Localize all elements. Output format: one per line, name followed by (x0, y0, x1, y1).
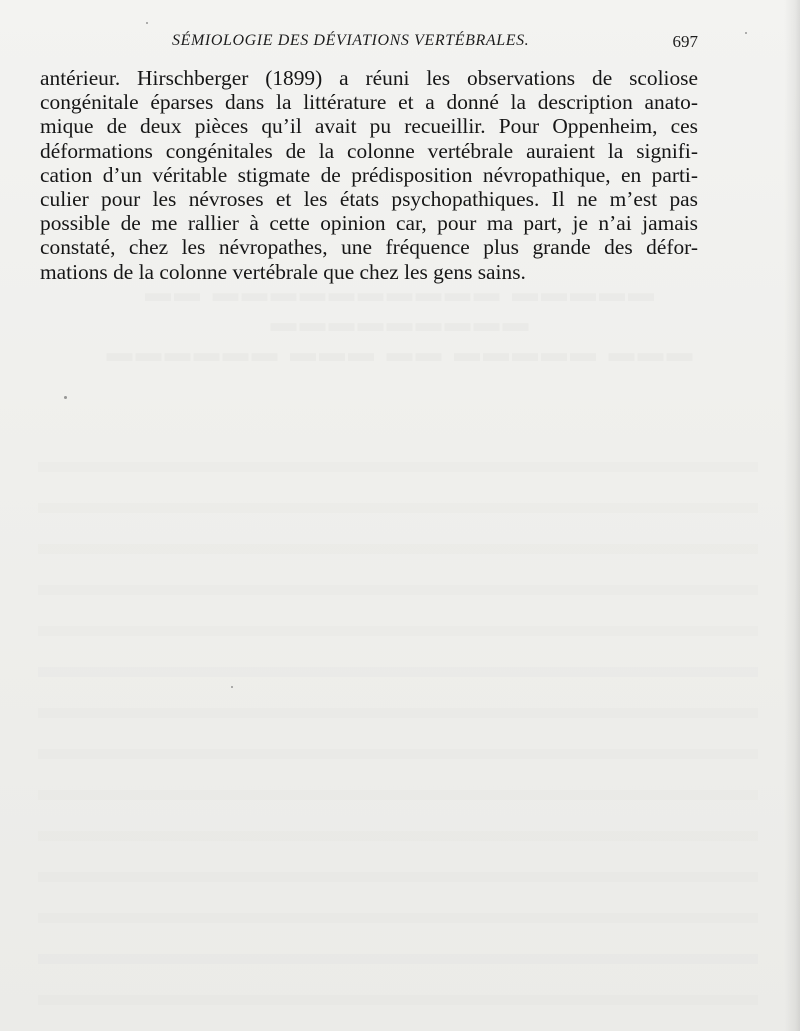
show-through-line (38, 561, 758, 595)
show-through-line (38, 971, 758, 1005)
show-through-line (38, 930, 758, 964)
page-number: 697 (672, 32, 698, 51)
text-line: mations de la colonne vertébrale que chez les gens sains. (40, 259, 526, 284)
text-line: mique de deux pièces qu’il avait pu recueillir. Pour Oppenheim, ces (40, 114, 698, 139)
show-through-line (38, 766, 758, 800)
show-through-line (38, 643, 758, 677)
show-through-line (38, 479, 758, 513)
running-header (40, 30, 698, 54)
text-line: culier pour les névroses et les états psychopathiques. Il ne m’est pas (40, 186, 698, 211)
show-through-reverse-side (38, 278, 758, 1018)
show-through-line (38, 684, 758, 718)
ink-speck (64, 396, 67, 399)
ink-speck (146, 22, 148, 24)
show-through-text-lines (38, 438, 758, 1018)
running-title: SÉMIOLOGIE DES DÉVIATIONS VERTÉBRALES. (172, 32, 530, 49)
text-line: constaté, chez les névropathes, une fréquence plus grande des défor- (40, 235, 698, 260)
show-through-line (38, 602, 758, 636)
body-paragraph (40, 66, 698, 284)
show-through-line (38, 1012, 758, 1018)
show-through-line (38, 848, 758, 882)
show-through-line (38, 807, 758, 841)
text-line: antérieur. Hirschberger (1899) a réuni les observations de scoliose (40, 66, 698, 90)
show-through-heading-marks: ▬▬▬▬▬ ▬▬▬▬▬▬▬▬▬▬ ▬▬ ▬▬▬▬▬▬▬▬▬ ▬▬▬ ▬▬▬▬▬ ▬▬ ▬▬▬ ▬▬▬▬▬▬ (103, 278, 693, 367)
show-through-line (38, 889, 758, 923)
text-line: cation d’un véritable stigmate de prédisposition névropathique, en parti- (40, 162, 698, 187)
show-through-line (38, 520, 758, 554)
page-edge-shadow (784, 0, 800, 1031)
ink-speck (231, 686, 233, 688)
text-line: déformations congénitales de la colonne vertébrale auraient la signifi- (40, 138, 698, 163)
text-line: congénitale éparses dans la littérature et a donné la description anato- (40, 90, 698, 115)
show-through-line (38, 438, 758, 472)
text-line: possible de me rallier à cette opinion car, pour ma part, je n’ai jamais (40, 211, 698, 236)
show-through-line (38, 725, 758, 759)
ink-speck (745, 32, 747, 34)
